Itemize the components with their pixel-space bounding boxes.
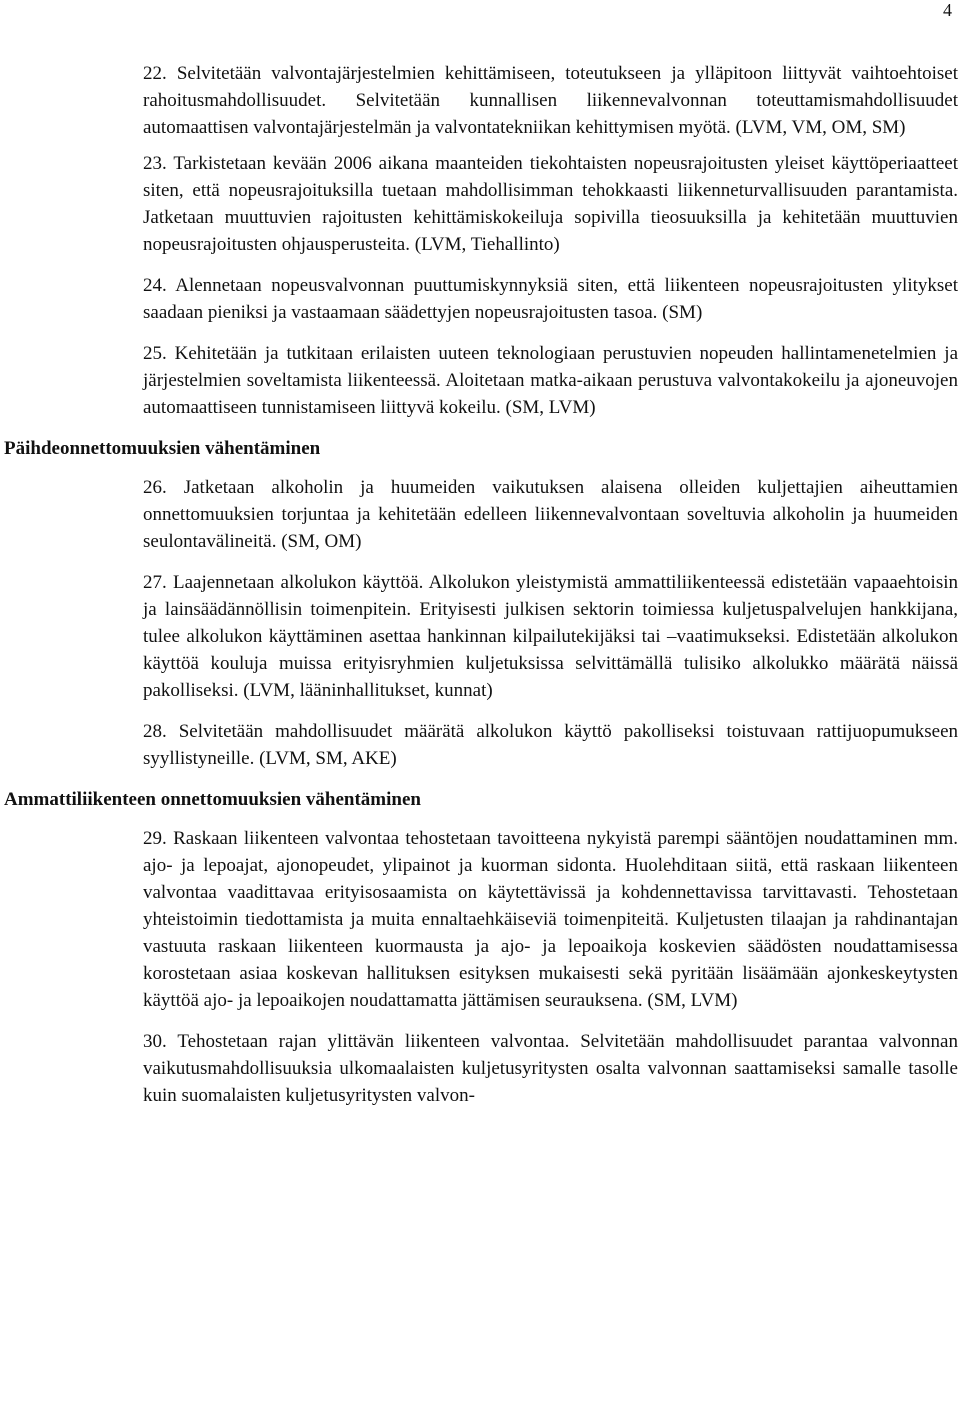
numbered-paragraph-22 <box>143 60 958 141</box>
page-number: 4 <box>943 0 952 20</box>
numbered-paragraph-25 <box>143 340 958 421</box>
document-body <box>0 60 960 1123</box>
numbered-paragraph-26 <box>143 474 958 555</box>
section-heading-ammattiliikenne: Ammattiliikenteen onnettomuuksien vähentäminen <box>4 789 421 810</box>
paragraph-number: 25. <box>143 343 167 364</box>
numbered-paragraph-27 <box>143 569 958 704</box>
paragraph-text: Kehitetään ja tutkitaan erilaisten uuteen teknologiaan perustuvien nopeuden hallintamenetelmien ja järjestelmien soveltamista liikenteessä. Aloitetaan matka-aikaan perustuva valvontakokeilu ja ajoneuvojen automaattiseen tunnistamiseen liittyvä kokeilu. (SM, LVM) <box>143 343 959 418</box>
numbered-paragraph-23 <box>143 150 958 258</box>
paragraph-text: Laajennetaan alkolukon käyttöä. Alkolukon yleistymistä ammattiliikenteessä edistetään vapaaehtoisin ja lainsäädännöllisin toimenpitein. Erityisesti julkisen sektorin toimiessa kuljetuspalvelujen hankkijana, tulee alkolukon käyttäminen asettaa hankinnan kilpailutekijäksi tai –vaatimukseksi. Edistetään alkolukon käyttöä kouluja muissa erityisryhmien kuljetuksissa selvittämällä tulisiko alkolukko määrätä näissä pakolliseksi. (LVM, lääninhallitukset, kunnat) <box>143 572 959 701</box>
paragraph-text: Raskaan liikenteen valvontaa tehostetaan tavoitteena nykyistä parempi sääntöjen noudattaminen mm. ajo- ja lepoajat, ajonopeudet, ylipainot ja kuorman sidonta. Huolehditaan siitä, että raskaan liikenteen valvontaa vaadittavaa erityisosaamista on käytettävissä ja kohdennettavissa tarvittavasti. Tehostetaan yhteistoimin tiedottamista ja muita ennaltaehkäiseviä toimenpiteitä. Kuljetusten tilaajan ja rahdinantajan vastuuta raskaan liikenteen kuormausta ja ajo- ja lepoaikoja koskevien säädösten noudattamisessa korostetaan asiaa koskevan hallituksen esityksen mukaisesti sekä pyritään lisäämään ajonkeskeytysten käyttöä ajo- ja lepoaikojen noudattamatta jättämisen seurauksena. (SM, LVM) <box>143 828 959 1011</box>
paragraph-number: 23. <box>143 153 167 174</box>
paragraph-text: Jatketaan alkoholin ja huumeiden vaikutuksen alaisena olleiden kuljettajien aiheuttamien onnettomuuksien torjuntaa ja kehitetään edelleen liikennevalvontaan soveltuvia alkoholin ja huumeiden seulontavälineitä. (SM, OM) <box>143 477 958 552</box>
paragraph-text: Selvitetään mahdollisuudet määrätä alkolukon käyttö pakolliseksi toistuvaan rattijuopumukseen syyllistyneille. (LVM, SM, AKE) <box>143 721 959 769</box>
paragraph-number: 27. <box>143 572 167 593</box>
paragraph-number: 29. <box>143 828 167 849</box>
numbered-paragraph-29 <box>143 825 958 1014</box>
paragraph-text: Tehostetaan rajan ylittävän liikenteen valvontaa. Selvitetään mahdollisuudet parantaa valvonnan vaikutusmahdollisuuksia ulkomaalaisten kuljetusyritysten osalta valvonnan saattamiseksi samalle tasolle kuin suomalaisten kuljetusyritysten valvon- <box>143 1031 958 1106</box>
paragraph-number: 28. <box>143 721 167 742</box>
paragraph-text: Selvitetään valvontajärjestelmien kehittämiseen, toteutukseen ja ylläpitoon liittyvät vaihtoehtoiset rahoitusmahdollisuudet. Selvitetään kunnallisen liikennevalvonnan toteuttamismahdollisuudet automaattisen valvontajärjestelmän ja valvontatekniikan kehittymisen myötä. (LVM, VM, OM, SM) <box>143 63 959 138</box>
paragraph-number: 22. <box>143 63 167 84</box>
paragraph-text: Tarkistetaan kevään 2006 aikana maanteiden tiekohtaisten nopeusrajoitusten yleiset käyttöperiaatteet siten, että nopeusrajoituksilla tuetaan mahdollisimman tehokkaasti liikenneturvallisuuden parantamista. Jatketaan muuttuvien rajoitusten kehittämiskokeiluja sopivilla tieosuuksilla ja kehitetään muuttuvien nopeusrajoitusten ohjausperusteita. (LVM, Tiehallinto) <box>143 153 958 255</box>
paragraph-number: 30. <box>143 1031 167 1052</box>
paragraph-number: 24. <box>143 275 167 296</box>
section-heading-paihde: Päihdeonnettomuuksien vähentäminen <box>4 438 321 459</box>
paragraph-text: Alennetaan nopeusvalvonnan puuttumiskynnyksiä siten, että liikenteen nopeusrajoitusten ylitykset saadaan pieniksi ja vastaamaan säädettyjen nopeusrajoitusten tasoa. (SM) <box>143 275 958 323</box>
numbered-paragraph-24 <box>143 272 958 326</box>
numbered-paragraph-28 <box>143 718 958 772</box>
numbered-paragraph-30 <box>143 1028 958 1109</box>
paragraph-number: 26. <box>143 477 167 498</box>
